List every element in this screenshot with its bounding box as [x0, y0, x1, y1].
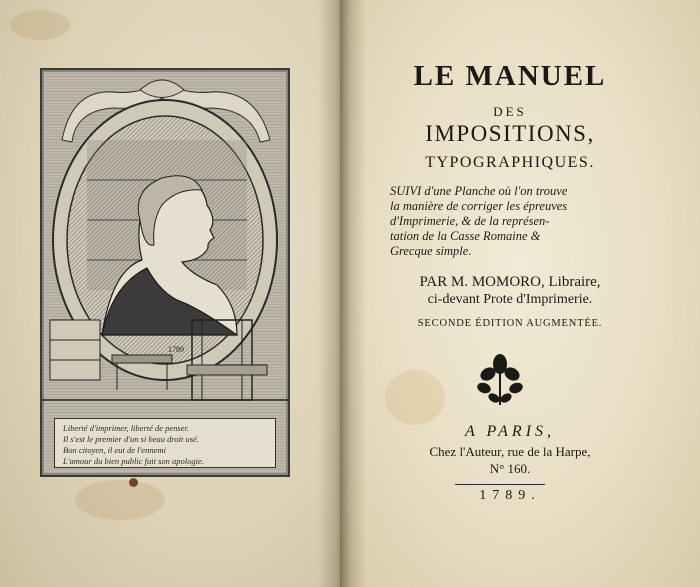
author-role: ci-devant Prote d'Imprimerie. [427, 292, 593, 307]
subtitle-line: Grecque simple. [390, 244, 472, 258]
title-typographiques: TYPOGRAPHIQUES. [425, 154, 595, 171]
subtitle-line: tation de la Casse Romaine & [390, 229, 541, 243]
title-impositions: IMPOSITIONS, [425, 121, 595, 146]
imprint-year: 1789. [479, 488, 541, 503]
engraving-caption [54, 418, 276, 468]
imprint-address: Chez l'Auteur, rue de la Harpe, [429, 444, 591, 459]
svg-text:1789: 1789 [168, 345, 184, 354]
divider-rule [455, 484, 545, 485]
subtitle-block [390, 184, 625, 259]
subtitle-line: d'Imprimerie, & de la représen- [390, 214, 550, 228]
title-des: DES [493, 104, 527, 119]
author-line: PAR M. MOMORO, Libraire, [419, 274, 601, 290]
subtitle-line: SUIVI d'une Planche où l'on trouve [390, 184, 568, 198]
caption-line: Bon citoyen, il eut de l'ennemi [63, 445, 166, 455]
fleuron-ornament-icon [468, 350, 532, 410]
edition-line: SECONDE ÉDITION AUGMENTÉE. [417, 318, 603, 329]
gutter-shadow [340, 0, 366, 587]
paper-stain [75, 480, 165, 520]
paper-stain [385, 370, 445, 425]
imprint-place: A PARIS, [464, 423, 556, 440]
caption-line: L'amour du bien public fait son apologie. [63, 456, 204, 466]
engraving-illustration [42, 70, 288, 475]
subtitle-line: la manière de corriger les épreuves [390, 199, 568, 213]
caption-line: Liberté d'imprimer, liberté de penser. [63, 423, 189, 433]
paper-stain [10, 10, 70, 40]
caption-line: Il s'est le premier d'un si beau droit usé. [63, 434, 199, 444]
book-title: LE MANUEL [413, 60, 607, 92]
imprint-number: N° 160. [489, 461, 531, 476]
wormhole [129, 478, 138, 487]
portrait-inscription [40, 60, 286, 61]
frontispiece-engraving [40, 68, 290, 477]
